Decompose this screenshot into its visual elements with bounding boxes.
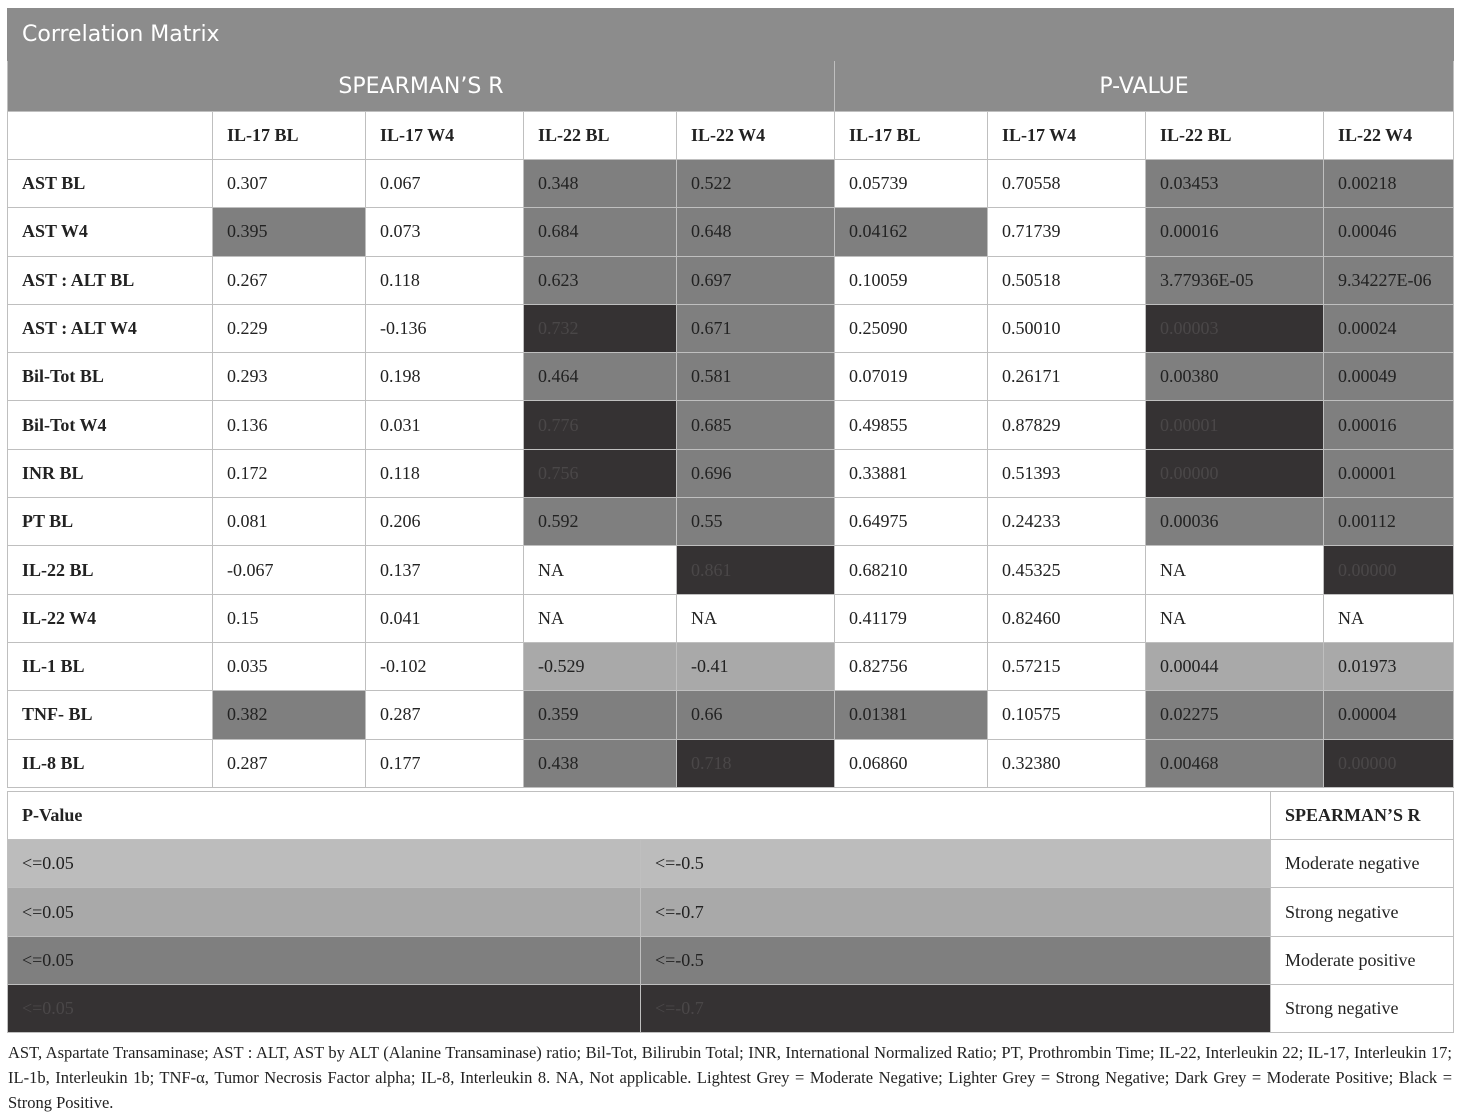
spearman-cell: 0.697: [677, 256, 835, 304]
row-label: TNF- BL: [8, 691, 213, 739]
spearman-cell: 0.671: [677, 304, 835, 352]
spearman-cell: 0.718: [677, 739, 835, 787]
legend-r-threshold: <=-0.5: [641, 840, 1271, 888]
spearman-cell: NA: [677, 594, 835, 642]
spearman-cell: 0.522: [677, 160, 835, 208]
pvalue-cell: 0.00000: [1324, 546, 1454, 594]
pvalue-cell: 0.00049: [1324, 353, 1454, 401]
pvalue-cell: 0.50518: [988, 256, 1146, 304]
pvalue-cell: 0.49855: [835, 401, 988, 449]
spearman-cell: 0.081: [213, 498, 366, 546]
row-label: IL-22 W4: [8, 594, 213, 642]
pvalue-cell: 0.00468: [1146, 739, 1324, 787]
column-header-row: [8, 112, 1454, 160]
spearman-cell: 0.067: [366, 160, 524, 208]
row-label: IL-8 BL: [8, 739, 213, 787]
spearman-cell: 0.198: [366, 353, 524, 401]
legend-category: Moderate positive: [1271, 936, 1454, 984]
pvalue-cell: 0.71739: [988, 208, 1146, 256]
pvalue-cell: 0.00000: [1146, 449, 1324, 497]
legend-pvalue-threshold: <=0.05: [8, 840, 641, 888]
table-row: [8, 739, 1454, 787]
spearman-cell: 0.382: [213, 691, 366, 739]
column-header: IL-17 BL: [213, 112, 366, 160]
pvalue-cell: 0.02275: [1146, 691, 1324, 739]
column-header: IL-17 BL: [835, 112, 988, 160]
correlation-matrix-table: [7, 8, 1454, 788]
pvalue-cell: 0.03453: [1146, 160, 1324, 208]
pvalue-cell: 0.00380: [1146, 353, 1324, 401]
spearman-cell: 0.287: [213, 739, 366, 787]
pvalue-cell: 0.07019: [835, 353, 988, 401]
pvalue-cell: 0.01381: [835, 691, 988, 739]
spearman-cell: 0.035: [213, 642, 366, 690]
pvalue-cell: 0.00001: [1324, 449, 1454, 497]
spearman-cell: 0.623: [524, 256, 677, 304]
spearman-cell: 0.684: [524, 208, 677, 256]
pvalue-cell: 0.00016: [1146, 208, 1324, 256]
pvalue-cell: 0.00016: [1324, 401, 1454, 449]
row-label: PT BL: [8, 498, 213, 546]
pvalue-cell: 0.10059: [835, 256, 988, 304]
legend-row: [8, 985, 1454, 1033]
spearman-cell: 0.732: [524, 304, 677, 352]
spearman-cell: 0.287: [366, 691, 524, 739]
column-header: IL-22 BL: [1146, 112, 1324, 160]
pvalue-cell: 0.51393: [988, 449, 1146, 497]
table-row: [8, 208, 1454, 256]
pvalue-cell: 0.82460: [988, 594, 1146, 642]
legend-pvalue-threshold: <=0.05: [8, 888, 641, 936]
pvalue-cell: 0.00218: [1324, 160, 1454, 208]
legend-row: [8, 936, 1454, 984]
spearman-cell: 0.307: [213, 160, 366, 208]
row-label: IL-22 BL: [8, 546, 213, 594]
spearman-cell: 0.395: [213, 208, 366, 256]
legend-header-spearman: SPEARMAN’S R: [1271, 791, 1454, 839]
pvalue-cell: 0.06860: [835, 739, 988, 787]
spearman-cell: 0.118: [366, 449, 524, 497]
pvalue-cell: 0.64975: [835, 498, 988, 546]
spearman-cell: 0.15: [213, 594, 366, 642]
legend-pvalue-threshold: <=0.05: [8, 936, 641, 984]
legend-pvalue-threshold: <=0.05: [8, 985, 641, 1033]
pvalue-cell: NA: [1146, 594, 1324, 642]
legend-table: [7, 791, 1454, 1033]
row-label: AST : ALT BL: [8, 256, 213, 304]
legend-category: Strong negative: [1271, 985, 1454, 1033]
column-header: IL-22 BL: [524, 112, 677, 160]
spearman-cell: -0.136: [366, 304, 524, 352]
spearman-cell: 0.267: [213, 256, 366, 304]
column-header: IL-22 W4: [677, 112, 835, 160]
spearman-cell: 0.861: [677, 546, 835, 594]
pvalue-cell: 0.01973: [1324, 642, 1454, 690]
pvalue-cell: 0.82756: [835, 642, 988, 690]
table-row: [8, 160, 1454, 208]
pvalue-cell: 0.00003: [1146, 304, 1324, 352]
spearman-cell: 0.041: [366, 594, 524, 642]
legend-category: Strong negative: [1271, 888, 1454, 936]
pvalue-cell: 0.00024: [1324, 304, 1454, 352]
spearman-cell: 0.756: [524, 449, 677, 497]
pvalue-cell: 0.00004: [1324, 691, 1454, 739]
legend-category: Moderate negative: [1271, 840, 1454, 888]
pvalue-cell: 0.33881: [835, 449, 988, 497]
spearman-cell: 0.136: [213, 401, 366, 449]
table-row: [8, 256, 1454, 304]
spearman-cell: 0.685: [677, 401, 835, 449]
row-label: Bil-Tot BL: [8, 353, 213, 401]
pvalue-cell: 9.34227E-06: [1324, 256, 1454, 304]
row-label: AST : ALT W4: [8, 304, 213, 352]
spearman-cell: NA: [524, 546, 677, 594]
pvalue-cell: 0.68210: [835, 546, 988, 594]
row-label: INR BL: [8, 449, 213, 497]
table-row: [8, 594, 1454, 642]
table-row: [8, 546, 1454, 594]
table-title: Correlation Matrix: [8, 9, 1454, 61]
pvalue-group-header: P-VALUE: [835, 61, 1454, 112]
spearman-cell: 0.031: [366, 401, 524, 449]
row-label: AST W4: [8, 208, 213, 256]
pvalue-cell: 0.45325: [988, 546, 1146, 594]
pvalue-cell: 0.24233: [988, 498, 1146, 546]
correlation-matrix-figure: [7, 8, 1453, 1033]
spearman-cell: -0.067: [213, 546, 366, 594]
spearman-cell: 0.464: [524, 353, 677, 401]
spearman-cell: 0.229: [213, 304, 366, 352]
spearman-cell: 0.359: [524, 691, 677, 739]
pvalue-cell: 0.26171: [988, 353, 1146, 401]
table-caption: AST, Aspartate Transaminase; AST : ALT, AST by ALT (Alanine Transaminase) ratio; Bil-Tot, Bilirubin Total; INR, International Normalized Ratio; PT, Prothrombin Time; IL-22, Interleukin 22; IL-17, Interleukin 17; IL-1b, Interleukin 1b; TNF-α, Tumor Necrosis Factor alpha; IL-8, Interleukin 8. NA, Not applicable. Lightest Grey = Moderate Negative; Lighter Grey = Strong Negative; Dark Grey = Moderate Positive; Black = Strong Positive.: [8, 1043, 1452, 1112]
table-row: [8, 353, 1454, 401]
pvalue-cell: 0.00001: [1146, 401, 1324, 449]
table-row: [8, 498, 1454, 546]
spearman-cell: 0.172: [213, 449, 366, 497]
spearman-cell: -0.102: [366, 642, 524, 690]
spearman-cell: 0.073: [366, 208, 524, 256]
column-header: IL-17 W4: [988, 112, 1146, 160]
column-header: IL-22 W4: [1324, 112, 1454, 160]
pvalue-cell: 0.50010: [988, 304, 1146, 352]
pvalue-cell: 0.04162: [835, 208, 988, 256]
pvalue-cell: 0.25090: [835, 304, 988, 352]
column-header: IL-17 W4: [366, 112, 524, 160]
spearman-cell: -0.41: [677, 642, 835, 690]
legend-header-pvalue: P-Value: [8, 791, 1271, 839]
spearman-cell: 0.118: [366, 256, 524, 304]
pvalue-cell: 0.70558: [988, 160, 1146, 208]
spearman-cell: 0.137: [366, 546, 524, 594]
pvalue-cell: 3.77936E-05: [1146, 256, 1324, 304]
pvalue-cell: 0.00046: [1324, 208, 1454, 256]
spearman-cell: 0.206: [366, 498, 524, 546]
legend-r-threshold: <=-0.7: [641, 888, 1271, 936]
table-row: [8, 304, 1454, 352]
spearman-cell: 0.592: [524, 498, 677, 546]
spearman-cell: 0.66: [677, 691, 835, 739]
pvalue-cell: 0.00044: [1146, 642, 1324, 690]
pvalue-cell: 0.32380: [988, 739, 1146, 787]
spearman-cell: -0.529: [524, 642, 677, 690]
spearman-cell: 0.776: [524, 401, 677, 449]
table-row: [8, 449, 1454, 497]
table-row: [8, 642, 1454, 690]
row-label: AST BL: [8, 160, 213, 208]
corner-cell: [8, 112, 213, 160]
row-label: Bil-Tot W4: [8, 401, 213, 449]
spearman-cell: 0.438: [524, 739, 677, 787]
pvalue-cell: 0.10575: [988, 691, 1146, 739]
pvalue-cell: 0.57215: [988, 642, 1146, 690]
pvalue-cell: 0.00112: [1324, 498, 1454, 546]
spearman-cell: 0.177: [366, 739, 524, 787]
table-row: [8, 691, 1454, 739]
pvalue-cell: NA: [1324, 594, 1454, 642]
spearman-cell: NA: [524, 594, 677, 642]
pvalue-cell: 0.87829: [988, 401, 1146, 449]
table-row: [8, 401, 1454, 449]
spearman-cell: 0.648: [677, 208, 835, 256]
spearman-cell: 0.581: [677, 353, 835, 401]
pvalue-cell: 0.05739: [835, 160, 988, 208]
legend-r-threshold: <=-0.5: [641, 936, 1271, 984]
spearman-cell: 0.55: [677, 498, 835, 546]
spearman-cell: 0.696: [677, 449, 835, 497]
pvalue-cell: 0.00036: [1146, 498, 1324, 546]
pvalue-cell: NA: [1146, 546, 1324, 594]
pvalue-cell: 0.00000: [1324, 739, 1454, 787]
legend-row: [8, 840, 1454, 888]
spearman-cell: 0.348: [524, 160, 677, 208]
row-label: IL-1 BL: [8, 642, 213, 690]
pvalue-cell: 0.41179: [835, 594, 988, 642]
legend-r-threshold: <=-0.7: [641, 985, 1271, 1033]
spearman-cell: 0.293: [213, 353, 366, 401]
spearman-group-header: SPEARMAN’S R: [8, 61, 835, 112]
legend-row: [8, 888, 1454, 936]
